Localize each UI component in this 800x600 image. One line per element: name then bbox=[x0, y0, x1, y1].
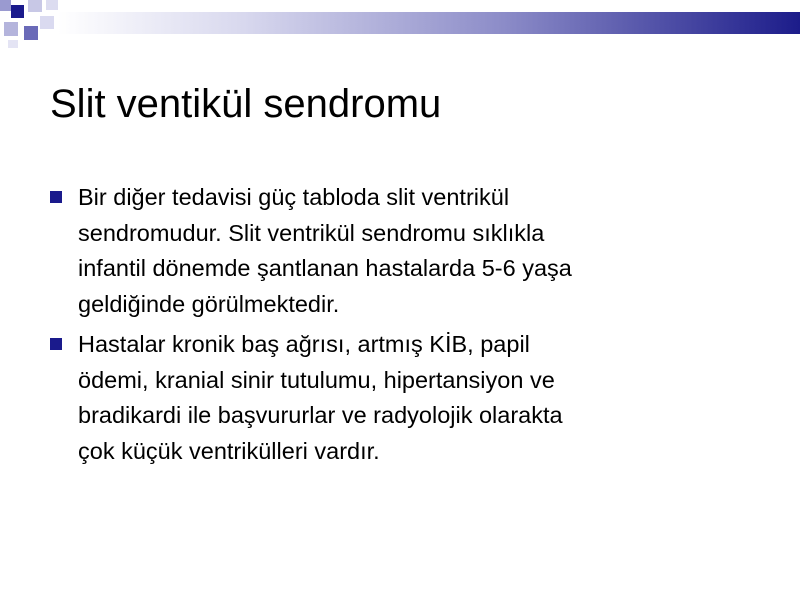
decor-square bbox=[4, 22, 18, 36]
bullet-line: Hastalar kronik baş ağrısı, artmış KİB, papil bbox=[78, 331, 530, 357]
decor-square bbox=[11, 5, 24, 18]
bullet-line: ödemi, kranial sinir tutulumu, hipertansiyon ve bbox=[78, 366, 555, 393]
bullet-line: Bir diğer tedavisi güç tabloda slit ventrikül bbox=[78, 184, 510, 210]
bullet-line: geldiğinde görülmektedir. bbox=[78, 290, 340, 317]
header-gradient-bar bbox=[58, 12, 800, 34]
slide-title: Slit ventikül sendromu bbox=[50, 82, 442, 126]
decor-square bbox=[40, 16, 54, 29]
decor-square bbox=[46, 0, 58, 10]
bullet-line: bradikardi ile başvururlar ve radyolojik olarakta bbox=[78, 402, 563, 428]
bullet-line: infantil dönemde şantlanan hastalarda 5-6 yaşa bbox=[78, 255, 572, 281]
bullet-line: çok küçük ventrikülleri vardır. bbox=[78, 437, 380, 464]
decor-square bbox=[24, 26, 38, 40]
square-bullet-icon bbox=[50, 338, 62, 350]
decor-square bbox=[28, 0, 42, 12]
bullet-line: sendromudur. Slit ventrikül sendromu sıklıkla bbox=[78, 219, 545, 246]
square-bullet-icon bbox=[50, 191, 62, 203]
decor-square bbox=[8, 40, 18, 48]
bullet-item bbox=[48, 327, 768, 469]
bullet-item bbox=[48, 180, 768, 322]
bullet-list bbox=[48, 180, 768, 474]
decor-square bbox=[0, 0, 11, 11]
